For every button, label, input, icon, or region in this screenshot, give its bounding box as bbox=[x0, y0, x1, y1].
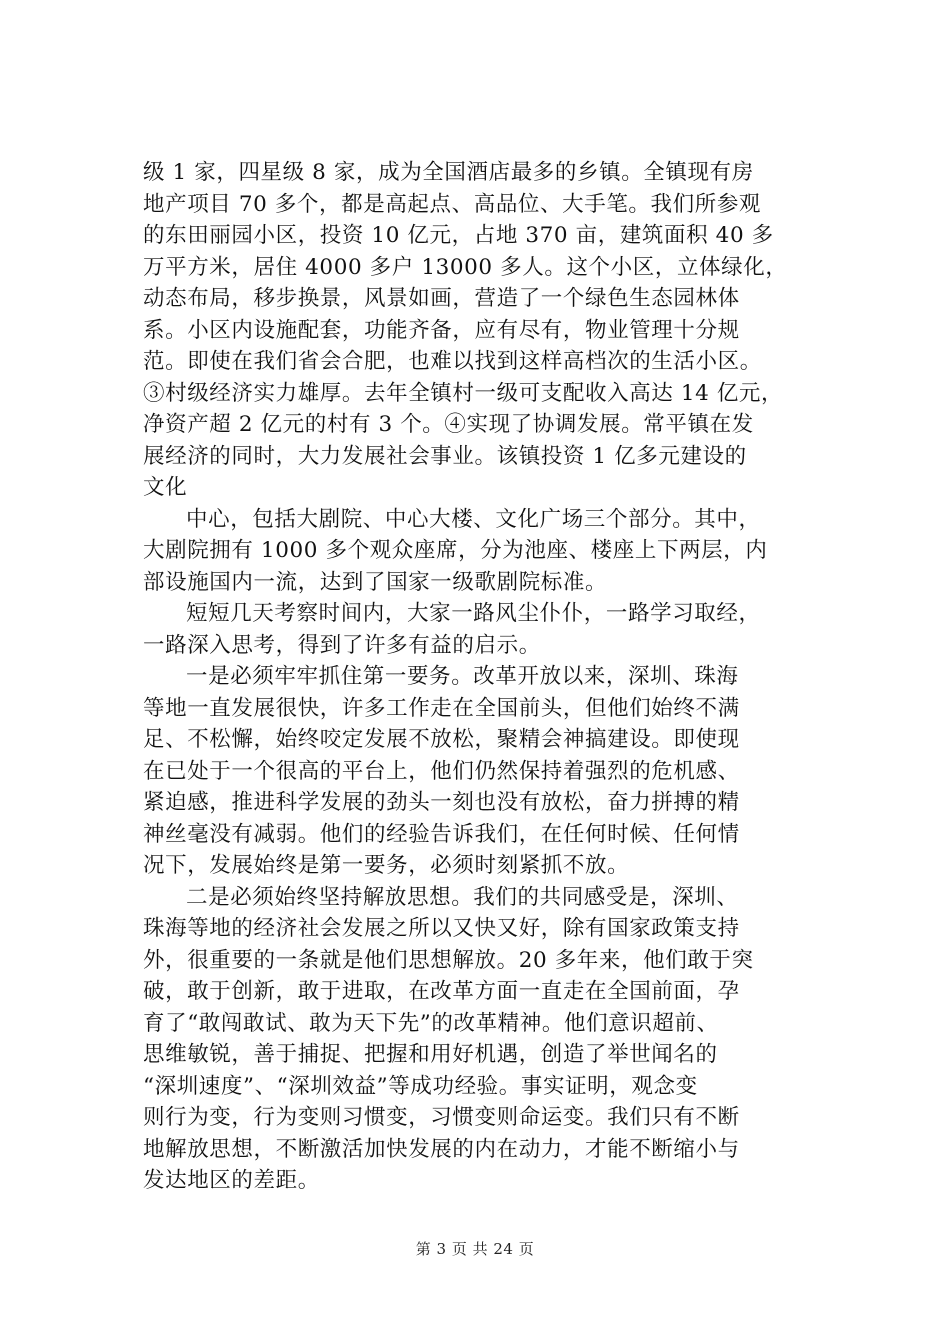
text-line: “深圳速度”、“深圳效益”等成功经验。事实证明，观念变 bbox=[143, 1073, 698, 1099]
paragraph-start-line: 中心，包括大剧院、中心大楼、文化广场三个部分。其中， bbox=[186, 506, 761, 532]
text-line: 展经济的同时，大力发展社会事业。该镇投资 1 亿多元建设的 bbox=[143, 443, 747, 469]
text-line: 一路深入思考，得到了许多有益的启示。 bbox=[143, 632, 541, 658]
paragraph-start-line: 一是必须牢牢抓住第一要务。改革开放以来，深圳、珠海 bbox=[186, 664, 739, 689]
text-line: 净资产超 2 亿元的村有 3 个。④实现了协调发展。常平镇在发 bbox=[143, 412, 754, 437]
text-line: 足、不松懈，始终咬定发展不放松，聚精会神搞建设。即使现 bbox=[143, 727, 740, 752]
body-text bbox=[143, 157, 833, 1197]
text-line: 的东田丽园小区，投资 10 亿元，占地 370 亩，建筑面积 40 多 bbox=[143, 223, 774, 248]
text-line: ③村级经济实力雄厚。去年全镇村一级可支配收入高达 14 亿元， bbox=[143, 380, 784, 406]
text-line: 况下，发展始终是第一要务，必须时刻紧抓不放。 bbox=[143, 853, 630, 878]
paragraph-start-line: 短短几天考察时间内，大家一路风尘仆仆，一路学习取经， bbox=[186, 601, 761, 626]
text-line: 则行为变，行为变则习惯变，习惯变则命运变。我们只有不断 bbox=[143, 1105, 740, 1130]
text-line: 紧迫感，推进科学发展的劲头一刻也没有放松，奋力拼搏的精 bbox=[143, 790, 740, 815]
text-line: 珠海等地的经济社会发展之所以又快又好，除有国家政策支持 bbox=[143, 916, 740, 941]
page-number-footer: 第 3 页 共 24 页 bbox=[415, 1240, 535, 1258]
text-line: 范。即使在我们省会合肥，也难以找到这样高档次的生活小区。 bbox=[143, 349, 762, 374]
text-line: 大剧院拥有 1000 多个观众座席，分为池座、楼座上下两层，内 bbox=[143, 538, 768, 563]
text-line: 地解放思想，不断激活加快发展的内在动力，才能不断缩小与 bbox=[143, 1136, 740, 1162]
text-line: 外，很重要的一条就是他们思想解放。20 多年来，他们敢于突 bbox=[143, 947, 754, 973]
text-line: 思维敏锐，善于捕捉、把握和用好机遇，创造了举世闻名的 bbox=[143, 1042, 718, 1067]
text-line: 动态布局，移步换景，风景如画，营造了一个绿色生态园林体 bbox=[143, 286, 740, 311]
text-line: 在已处于一个很高的平台上，他们仍然保持着强烈的危机感、 bbox=[143, 758, 740, 784]
text-line: 等地一直发展很快，许多工作走在全国前头，但他们始终不满 bbox=[143, 695, 740, 721]
paragraph-start-line: 二是必须始终坚持解放思想。我们的共同感受是，深圳、 bbox=[186, 884, 739, 910]
text-line: 级 1 家，四星级 8 家，成为全国酒店最多的乡镇。全镇现有房 bbox=[143, 160, 754, 185]
text-line: 系。小区内设施配套，功能齐备，应有尽有，物业管理十分规 bbox=[143, 317, 740, 343]
text-line: 万平方米，居住 4000 多户 13000 多人。这个小区，立体绿化， bbox=[143, 254, 788, 280]
text-line: 破，敢于创新，敢于进取，在改革方面一直走在全国前面，孕 bbox=[143, 979, 740, 1004]
text-line: 神丝毫没有减弱。他们的经验告诉我们，在任何时候、任何情 bbox=[143, 821, 740, 847]
text-line: 部设施国内一流，达到了国家一级歌剧院标准。 bbox=[143, 569, 608, 595]
text-line: 地产项目 70 多个，都是高起点、高品位、大手笔。我们所参观 bbox=[143, 191, 762, 217]
text-line: 育了“敢闯敢试、敢为天下先”的改革精神。他们意识超前、 bbox=[143, 1010, 719, 1036]
text-line: 发达地区的差距。 bbox=[143, 1168, 320, 1193]
text-line: 文化 bbox=[143, 475, 188, 500]
